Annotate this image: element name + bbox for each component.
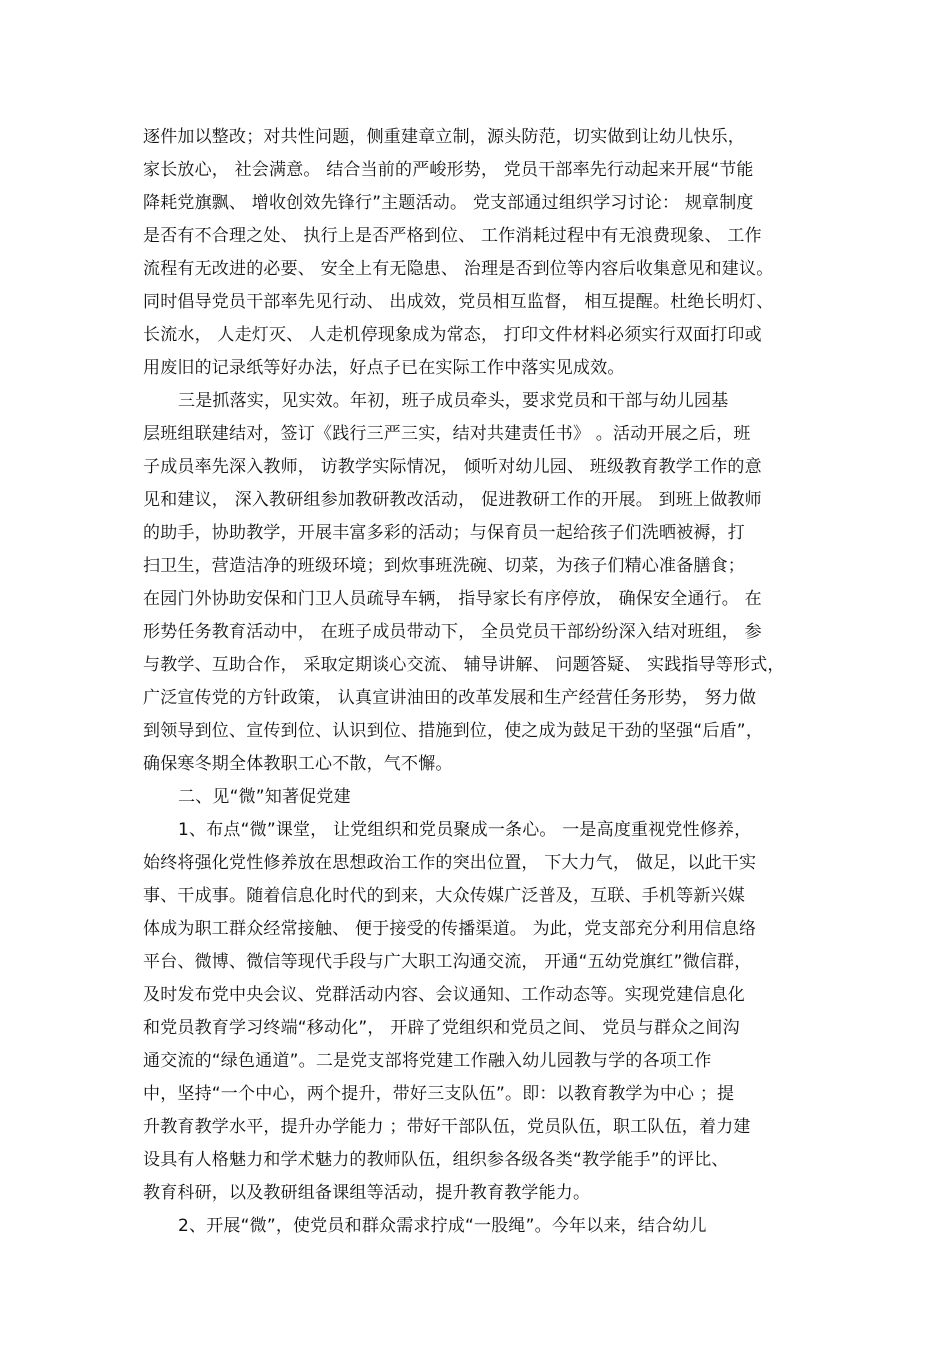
text-line: 形势任务教育活动中， 在班子成员带动下， 全员党员干部纷纷深入结对班组， 参: [143, 622, 762, 642]
text-line: 始终将强化党性修养放在思想政治工作的突出位置， 下大力气， 做足，以此干实: [143, 853, 757, 873]
text-line: 设具有人格魅力和学术魅力的教师队伍，组织参各级各类“教学能手”的评比、: [143, 1150, 729, 1170]
text-line: 在园门外协助安保和门卫人员疏导车辆， 指导家长有序停放， 确保安全通行。 在: [143, 589, 762, 609]
text-line: 的助手，协助教学，开展丰富多彩的活动；与保育员一起给孩子们洗晒被褥，打: [143, 523, 745, 543]
text-line: 家长放心， 社会满意。 结合当前的严峻形势， 党员干部率先行动起来开展“节能: [143, 160, 754, 180]
text-line: 子成员率先深入教师， 访教学实际情况， 倾听对幼儿园、 班级教育教学工作的意: [143, 457, 762, 477]
text-line: 事、干成事。随着信息化时代的到来，大众传媒广泛普及，互联、手机等新兴媒: [143, 886, 745, 906]
text-line: 扫卫生，营造洁净的班级环境；到炊事班洗碗、切菜，为孩子们精心准备膳食；: [143, 556, 745, 576]
text-line: 教育科研，以及教研组备课组等活动，提升教育教学能力。: [143, 1183, 591, 1203]
text-line: 降耗党旗飘、 增收创效先锋行”主题活动。 党支部通过组织学习讨论： 规章制度: [143, 193, 754, 213]
text-line: 是否有不合理之处、 执行上是否严格到位、 工作消耗过程中有无浪费现象、 工作: [143, 226, 762, 246]
text-line: 确保寒冬期全体教职工心不散，气不懈。: [143, 754, 453, 774]
text-line: 同时倡导党员干部率先见行动、 出成效，党员相互监督， 相互提醒。杜绝长明灯、: [143, 292, 774, 312]
text-line: 及时发布党中央会议、党群活动内容、会议通知、工作动态等。实现党建信息化: [143, 985, 745, 1005]
text-line: 体成为职工群众经常接触、 便于接受的传播渠道。 为此，党支部充分利用信息络: [143, 919, 757, 939]
text-line: 升教育教学水平，提升办学能力 ；带好干部队伍，党员队伍，职工队伍，着力建: [143, 1117, 751, 1137]
paragraph-first-line: 2、开展“微”，使党员和群众需求拧成“一股绳”。今年以来，结合幼儿: [178, 1216, 707, 1236]
text-line: 长流水， 人走灯灭、 人走机停现象成为常态， 打印文件材料必须实行双面打印或: [143, 325, 762, 345]
text-line: 与教学、互助合作， 采取定期谈心交流、 辅导讲解、 问题答疑、 实践指导等形式，: [143, 655, 785, 675]
text-line: 中，坚持“一个中心，两个提升，带好三支队伍”。即：以教育教学为中心 ；提: [143, 1084, 735, 1104]
text-line: 和党员教育学习终端“移动化”， 开辟了党组织和党员之间、 党员与群众之间沟: [143, 1018, 740, 1038]
text-line: 广泛宣传党的方针政策， 认真宣讲油田的改革发展和生产经营任务形势， 努力做: [143, 688, 757, 708]
text-line: 到领导到位、宣传到位、认识到位、措施到位，使之成为鼓足干劲的坚强“后盾”，: [143, 721, 764, 741]
paragraph-first-line: 三是抓落实，见实效。年初，班子成员牵头，要求党员和干部与幼儿园基: [178, 391, 729, 411]
paragraph-first-line: 1、布点“微”课堂， 让党组织和党员聚成一条心。 一是高度重视党性修养，: [178, 820, 752, 840]
text-line: 通交流的“绿色通道”。二是党支部将党建工作融入幼儿园教与学的各项工作: [143, 1051, 712, 1071]
text-line: 逐件加以整改；对共性问题，侧重建章立制，源头防范，切实做到让幼儿快乐，: [143, 127, 745, 147]
text-line: 用废旧的记录纸等好办法，好点子已在实际工作中落实见成效。: [143, 358, 625, 378]
text-line: 见和建议， 深入教研组参加教研教改活动， 促进教研工作的开展。 到班上做教师: [143, 490, 762, 510]
text-line: 流程有无改进的必要、 安全上有无隐患、 治理是否到位等内容后收集意见和建议。: [143, 259, 774, 279]
text-line: 平台、微博、微信等现代手段与广大职工沟通交流， 开通“五幼党旗红”微信群，: [143, 952, 752, 972]
text-line: 层班组联建结对，签订《践行三严三实，结对共建责任书》 。活动开展之后，班: [143, 424, 751, 444]
section-heading: 二、见“微”知著促党建: [178, 787, 351, 807]
